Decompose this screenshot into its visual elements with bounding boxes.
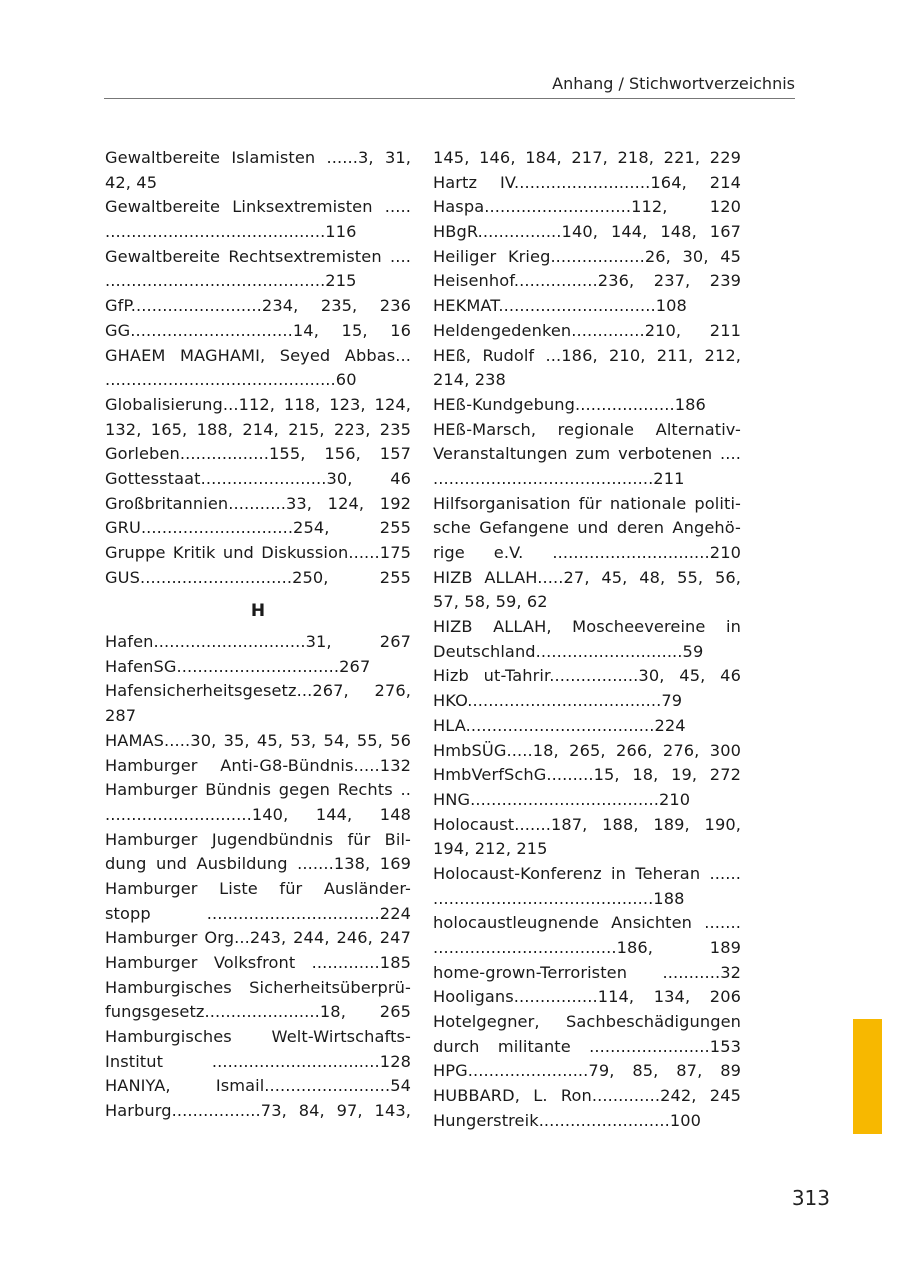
index-line: durch militante .......................153 xyxy=(433,1036,741,1056)
index-line: HKO.....................................79 xyxy=(433,691,683,711)
index-line: HEß-Marsch, regionale Alternativ- xyxy=(433,419,741,439)
index-line: HmbVerfSchG.........15, 18, 19, 272 xyxy=(433,765,741,785)
index-line: Harburg.................73, 84, 97, 143, xyxy=(105,1101,411,1121)
index-block-h xyxy=(105,630,411,1124)
index-line: Institut ................................128 xyxy=(105,1051,411,1071)
index-line: Hamburger Anti-G8-Bündnis.....132 xyxy=(105,755,411,775)
index-line: Hafen.............................31, 267 xyxy=(105,632,411,652)
index-line: ..........................................188 xyxy=(433,888,685,908)
index-line: Gottesstaat........................30, 46 xyxy=(105,468,411,488)
index-line: Heisenhof................236, 237, 239 xyxy=(433,271,741,291)
index-line: Hamburger Org...243, 244, 246, 247 xyxy=(105,928,411,948)
index-line: Gewaltbereite Linksextremisten ..... xyxy=(105,197,411,217)
index-line: ..........................................211 xyxy=(433,468,685,488)
index-line: Heiliger Krieg..................26, 30, 45 xyxy=(433,246,741,266)
index-line: HIZB ALLAH.....27, 45, 48, 55, 56, xyxy=(433,567,741,587)
index-line: ............................140, 144, 148 xyxy=(105,804,411,824)
index-line: Deutschland............................59 xyxy=(433,641,704,661)
index-line: sche Gefangene und deren Angehö- xyxy=(433,518,741,538)
index-line: home-grown-Terroristen ...........32 xyxy=(433,962,741,982)
index-line: Hafensicherheitsgesetz...267, 276, xyxy=(105,681,411,701)
index-line: 287 xyxy=(105,706,137,726)
index-line: Hooligans................114, 134, 206 xyxy=(433,987,741,1007)
page-number: 313 xyxy=(791,1186,830,1210)
index-line: GUS.............................250, 255 xyxy=(105,567,411,587)
index-line: 194, 212, 215 xyxy=(433,839,548,859)
index-line: Veranstaltungen zum verbotenen .... xyxy=(433,444,741,464)
index-line: Haspa............................112, 120 xyxy=(433,197,741,217)
index-line: HEß-Kundgebung...................186 xyxy=(433,394,706,414)
index-line: GfP.........................234, 235, 236 xyxy=(105,296,411,316)
index-line: stopp .................................224 xyxy=(105,903,411,923)
index-line: ............................................60 xyxy=(105,370,357,390)
index-line: Holocaust.......187, 188, 189, 190, xyxy=(433,814,741,834)
index-line: dung und Ausbildung .......138, 169 xyxy=(105,854,411,874)
index-line: Hamburgisches Sicherheitsüberprü- xyxy=(105,977,411,997)
index-line: Hungerstreik.........................100 xyxy=(433,1110,702,1130)
running-header: Anhang / Stichwortverzeichnis xyxy=(552,74,795,93)
header-rule xyxy=(104,98,795,99)
index-line: ..........................................215 xyxy=(105,271,357,291)
index-line: GG...............................14, 15, 16 xyxy=(105,320,411,340)
index-line: GRU.............................254, 255 xyxy=(105,518,411,538)
index-line: Hamburger Volksfront .............185 xyxy=(105,953,411,972)
index-line: rige e.V. ..............................210 xyxy=(433,543,741,562)
index-line: 145, 146, 184, 217, 218, 221, 229 xyxy=(433,148,741,167)
index-line: HLA....................................224 xyxy=(433,715,686,735)
index-line: Gewaltbereite Rechtsextremisten .... xyxy=(105,246,411,266)
index-line: HafenSG...............................267 xyxy=(105,656,371,676)
index-line: ..........................................116 xyxy=(105,222,357,242)
index-line: 42, 45 xyxy=(105,172,158,192)
index-line: HPG.......................79, 85, 87, 89 xyxy=(433,1061,741,1081)
index-line: holocaustleugnende Ansichten ....... xyxy=(433,913,741,933)
index-line: Hotelgegner, Sachbeschädigungen xyxy=(433,1012,741,1032)
index-line: HNG....................................210 xyxy=(433,789,691,809)
index-line: HIZB ALLAH, Moscheevereine in xyxy=(433,617,741,637)
index-line: GHAEM MAGHAMI, Seyed Abbas... xyxy=(105,345,411,365)
index-line: Hamburger Bündnis gegen Rechts .. xyxy=(105,780,411,800)
section-letter: H xyxy=(250,601,266,622)
index-line: Hamburgisches Welt-Wirtschafts- xyxy=(105,1027,411,1047)
index-column-right xyxy=(433,146,741,1134)
index-line: Globalisierung...112, 118, 123, 124, xyxy=(105,394,411,414)
index-line: fungsgesetz......................18, 265 xyxy=(105,1002,411,1022)
index-line: ...................................186, 189 xyxy=(433,938,741,957)
index-line: 132, 165, 188, 214, 215, 223, 235 xyxy=(105,419,411,439)
index-line: HEß, Rudolf ...186, 210, 211, 212, xyxy=(433,345,741,365)
index-line: 214, 238 xyxy=(433,370,506,390)
index-line: Hartz IV..........................164, 214 xyxy=(433,172,741,192)
index-column-left xyxy=(105,146,411,1124)
index-line: Heldengedenken..............210, 211 xyxy=(433,320,741,340)
index-line: HBgR................140, 144, 148, 167 xyxy=(433,222,741,242)
index-line: Holocaust-Konferenz in Teheran ...... xyxy=(433,863,741,883)
index-line: HmbSÜG.....18, 265, 266, 276, 300 xyxy=(433,740,741,760)
index-line: Gruppe Kritik und Diskussion......175 xyxy=(105,543,411,562)
chapter-tab-marker xyxy=(853,1019,882,1134)
index-block-h-continued xyxy=(433,146,741,1134)
index-line: HANIYA, Ismail........................54 xyxy=(105,1076,411,1096)
index-line: Hamburger Jugendbündnis für Bil- xyxy=(105,829,411,849)
index-line: HAMAS.....30, 35, 45, 53, 54, 55, 56 xyxy=(105,730,411,750)
index-line: Hamburger Liste für Ausländer- xyxy=(105,878,411,898)
index-line: Großbritannien...........33, 124, 192 xyxy=(105,493,411,513)
index-line: Hilfsorganisation für nationale politi- xyxy=(433,493,741,513)
index-line: Hizb ut-Tahrir.................30, 45, 46 xyxy=(433,666,741,686)
index-line: 57, 58, 59, 62 xyxy=(433,592,548,612)
index-line: HEKMAT..............................108 xyxy=(433,296,687,316)
index-line: Gorleben.................155, 156, 157 xyxy=(105,444,411,464)
index-line: Gewaltbereite Islamisten ......3, 31, xyxy=(105,148,411,167)
index-block-g xyxy=(105,146,411,590)
index-line: HUBBARD, L. Ron.............242, 245 xyxy=(433,1086,741,1106)
